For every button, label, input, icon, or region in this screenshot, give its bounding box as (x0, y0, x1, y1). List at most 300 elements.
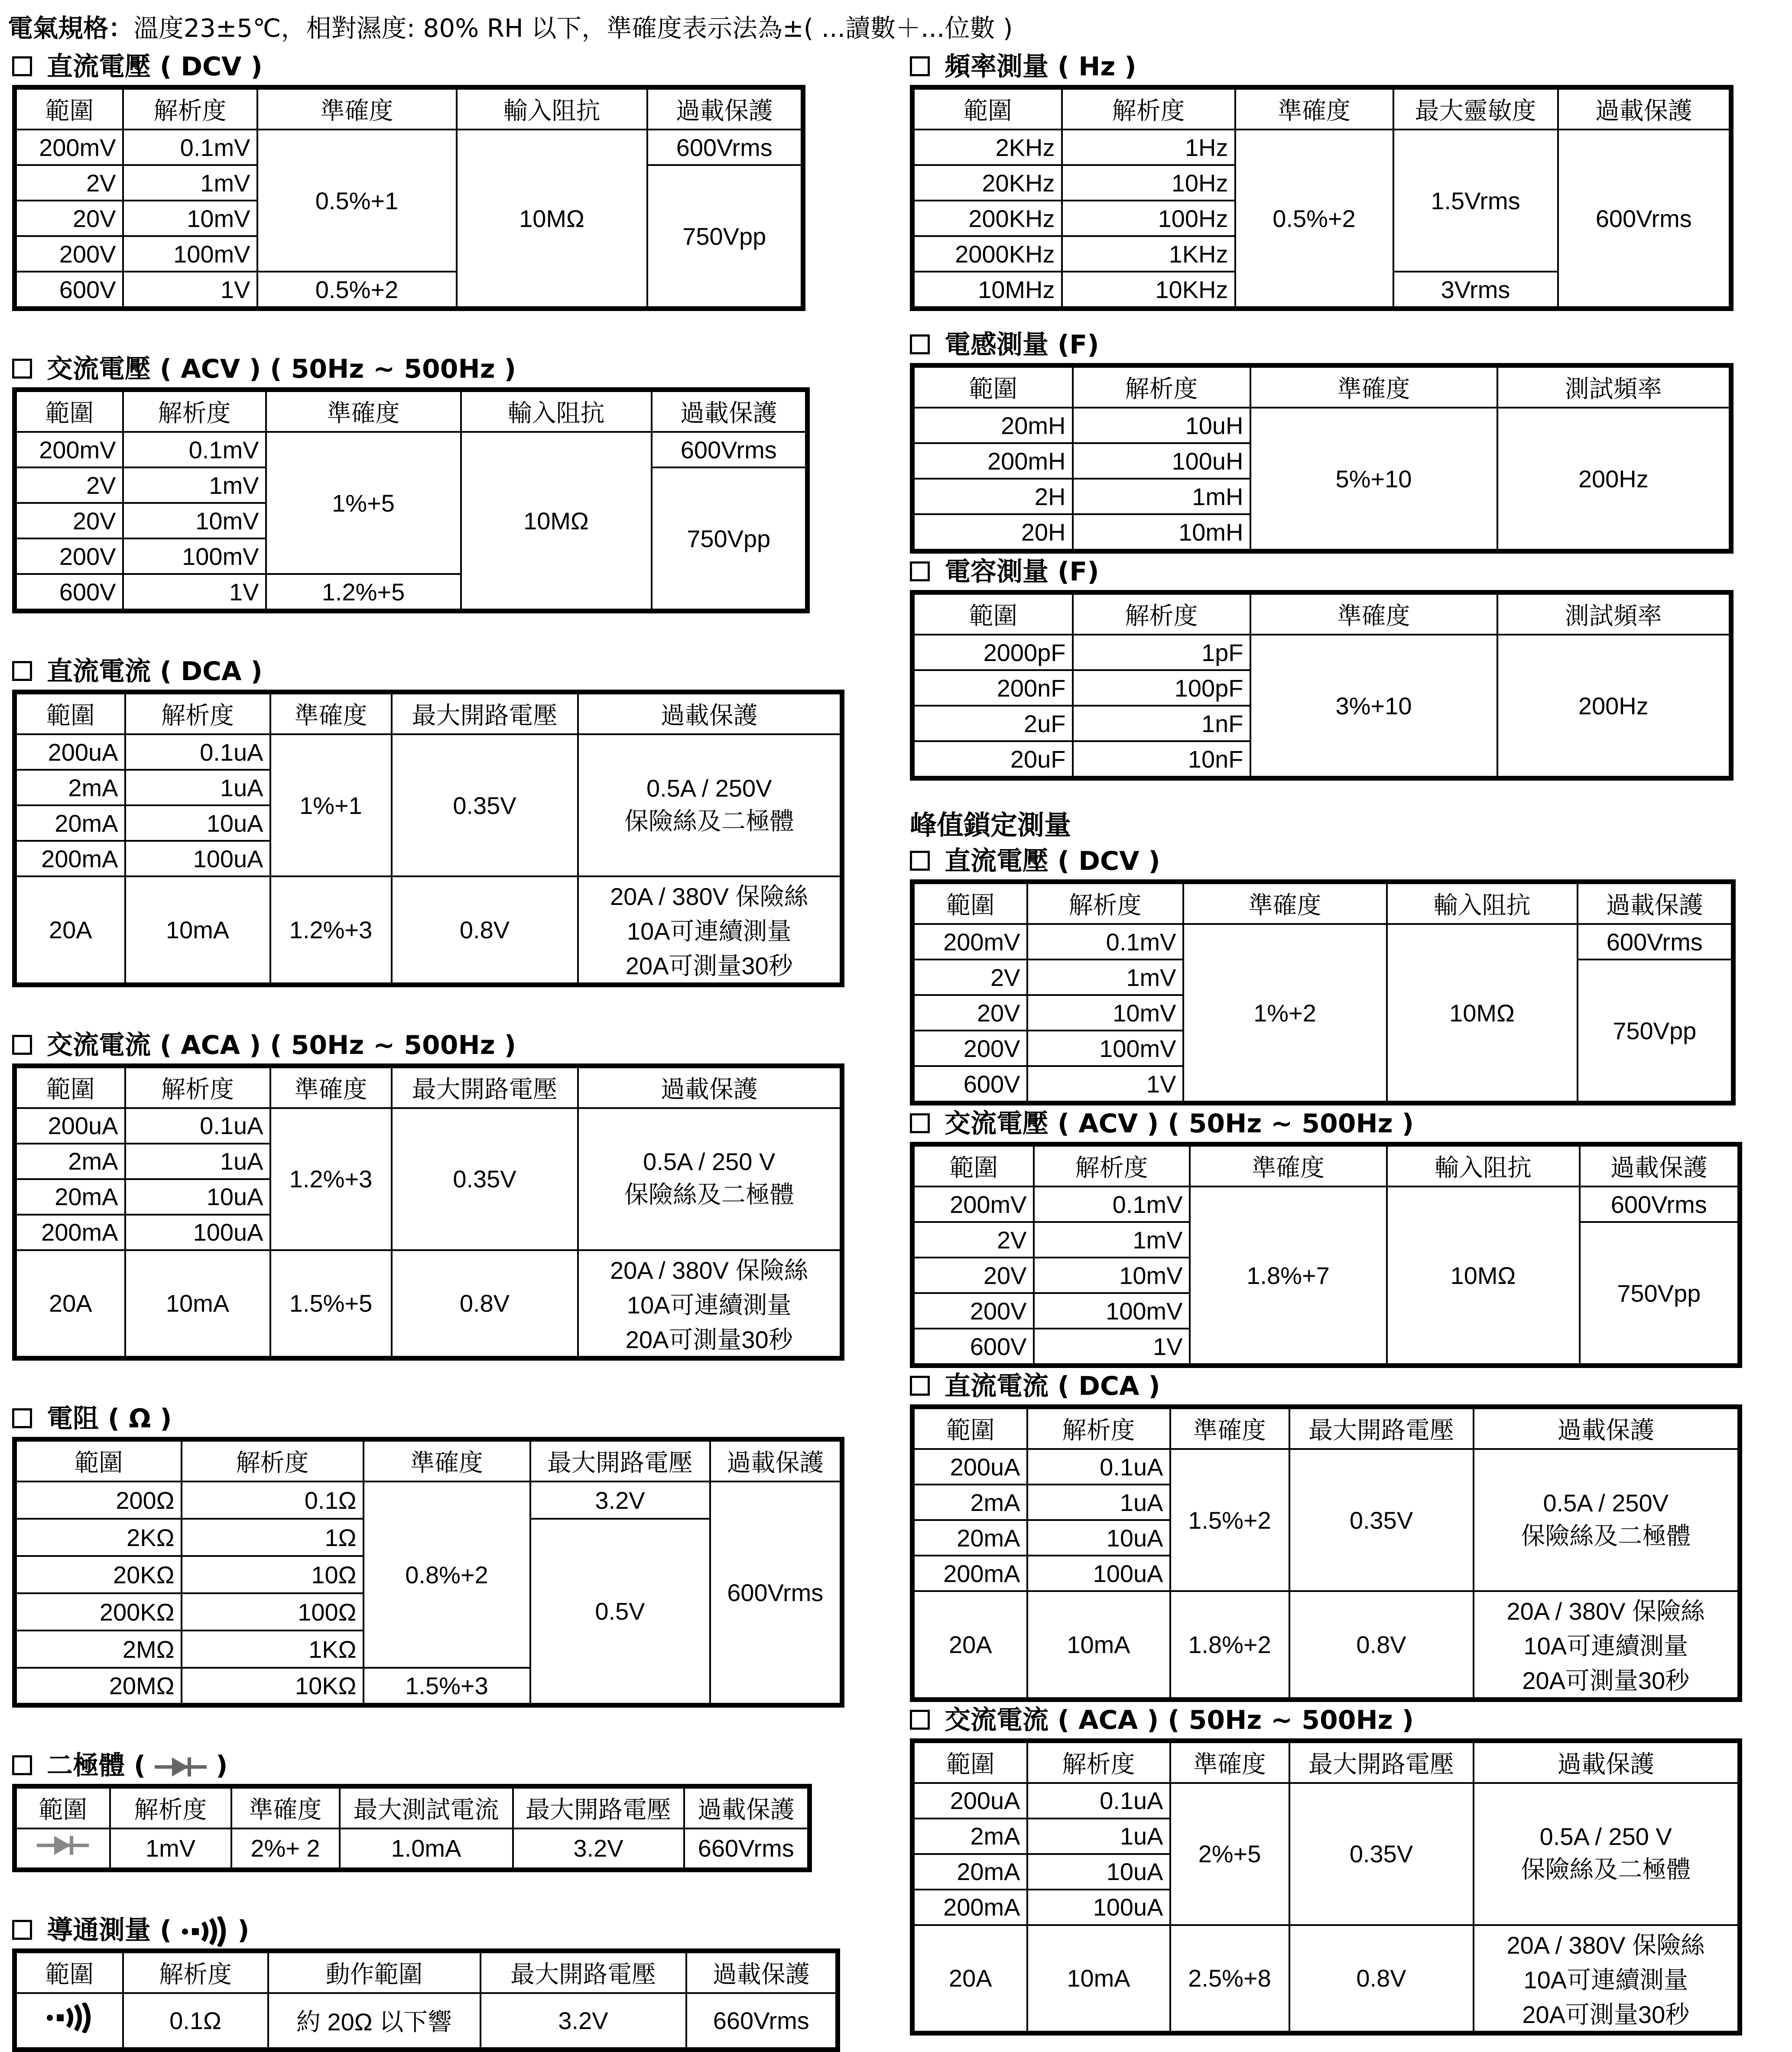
section-title: 電阻 ( Ω ) (47, 1404, 172, 1434)
table-cell: 0.35V (392, 1108, 578, 1250)
table-cell: 100Ω (182, 1593, 364, 1631)
diode-icon (155, 1755, 207, 1779)
table-header: 過載保護 (710, 1439, 842, 1482)
capacitance-table (910, 590, 1734, 781)
table-header: 準確度 (1190, 1144, 1387, 1187)
table-header: 範圍 (912, 366, 1073, 408)
table-cell: 0.8%+2 (364, 1481, 530, 1668)
table-cell: 10mA (1027, 1925, 1170, 2033)
table-header: 過載保護 (1578, 882, 1734, 924)
section-title: 直流電流 ( DCA ) (47, 656, 263, 687)
protection-line: 20A可測量30秒 (625, 1326, 793, 1353)
hz-section (910, 49, 1755, 311)
table-cell (578, 734, 842, 876)
table-cell: 200Hz (1497, 408, 1731, 551)
table-cell: 10uA (1027, 1854, 1170, 1890)
table-header: 範圍 (912, 593, 1073, 635)
table-header: 解析度 (110, 1786, 231, 1828)
table-cell: 10MHz (912, 272, 1062, 309)
table-header: 動作範圍 (268, 1951, 480, 1994)
table-cell: 10uA (125, 805, 270, 841)
table-header: 最大靈敏度 (1393, 88, 1558, 130)
table-cell: 1V (123, 272, 257, 309)
table-cell: 2V (912, 1222, 1034, 1258)
table-header: 最大開路電壓 (480, 1951, 686, 1994)
table-header: 輸入阻抗 (1387, 882, 1578, 924)
table-cell: 100uA (125, 1215, 270, 1250)
table-header: 範圍 (912, 882, 1027, 924)
table-header: 準確度 (1250, 593, 1497, 635)
protection-line: 20A / 380V 保險絲 (610, 1256, 808, 1284)
table-cell: 1.5%+5 (270, 1250, 392, 1358)
table-cell: 0.35V (1289, 1449, 1474, 1591)
table-cell: 20V (15, 201, 123, 236)
table-cell: 2mA (912, 1485, 1027, 1520)
checkbox-icon (910, 334, 930, 354)
table-cell: 1V (1034, 1329, 1190, 1366)
table-cell: 10mA (125, 876, 270, 985)
table-header: 範圍 (15, 1951, 123, 1994)
table-cell: 1.8%+2 (1170, 1591, 1289, 1699)
table-cell: 10uA (1027, 1520, 1170, 1556)
table-cell: 10nF (1073, 741, 1250, 778)
table-cell: 1%+5 (266, 432, 461, 574)
table-cell: 100mV (123, 236, 257, 272)
protection-line: 20A / 380V 保險絲 (610, 883, 808, 911)
table-cell: 1Ω (182, 1519, 364, 1556)
table-cell: 20V (912, 995, 1027, 1031)
table-cell: 100uA (125, 841, 270, 876)
table-cell: 600Vrms (647, 130, 803, 165)
table-cell: 20mA (15, 1179, 125, 1215)
peak-aca-section (910, 1702, 1755, 2036)
table-cell: 1.5%+3 (364, 1668, 530, 1705)
diode-icon (37, 1833, 89, 1857)
table-cell: 20MΩ (15, 1668, 182, 1705)
section-title: 導通測量 ( (47, 1915, 172, 1945)
peak-aca-table (910, 1738, 1742, 2036)
table-cell: 100Hz (1062, 201, 1235, 236)
table-header: 過載保護 (652, 390, 808, 432)
table-cell: 1nF (1073, 706, 1250, 741)
table-cell: 0.5V (530, 1519, 710, 1705)
table-cell: 10mV (1027, 995, 1183, 1031)
table-cell: 1%+1 (270, 734, 392, 876)
table-cell: 200mA (15, 841, 125, 876)
protection-line: 保險絲及二極體 (624, 807, 794, 835)
table-cell: 1.8%+7 (1190, 1186, 1387, 1366)
table-cell: 200nF (912, 670, 1073, 706)
table-cell: 600Vrms (710, 1481, 842, 1705)
table-cell (1474, 1449, 1740, 1591)
table-cell: 1uA (1027, 1819, 1170, 1854)
table-cell: 10mA (125, 1250, 270, 1358)
protection-line: 0.5A / 250 V (643, 1148, 776, 1175)
table-cell: 1.5Vrms (1393, 130, 1558, 272)
table-cell: 1mV (123, 467, 266, 503)
section-title: 交流電流 ( ACA ) ( 50Hz ~ 500Hz ) (47, 1030, 516, 1060)
table-header: 準確度 (1170, 1741, 1289, 1783)
table-cell: 0.1mV (123, 130, 257, 165)
table-cell: 200mV (15, 432, 123, 467)
table-cell: 10uH (1073, 408, 1250, 443)
table-header: 輸入阻抗 (461, 390, 652, 432)
table-cell: 0.1uA (1027, 1449, 1170, 1485)
table-cell (15, 1993, 123, 2049)
table-cell: 1mV (123, 165, 257, 201)
peak-dcv-section (910, 843, 1755, 1105)
table-cell: 750Vpp (652, 467, 808, 611)
table-cell: 10MΩ (461, 432, 652, 611)
table-cell: 200mV (15, 130, 123, 165)
table-header: 準確度 (231, 1786, 340, 1828)
table-cell: 3.2V (480, 1993, 686, 2049)
acv-section (12, 351, 857, 613)
capacitance-section (910, 554, 1755, 781)
section-title: 電容測量 (F) (945, 557, 1099, 587)
table-cell: 100pF (1073, 670, 1250, 706)
table-cell: 10mV (123, 201, 257, 236)
protection-line: 20A可測量30秒 (625, 952, 793, 980)
ohm-table (12, 1437, 844, 1708)
table-cell: 200mA (912, 1890, 1027, 1925)
table-header: 過載保護 (578, 692, 842, 735)
table-header: 範圍 (912, 88, 1062, 130)
table-cell: 10mV (1034, 1258, 1190, 1293)
buzzer-icon (45, 2003, 93, 2033)
table-cell: 660Vrms (684, 1828, 810, 1870)
protection-line: 保險絲及二極體 (1521, 1522, 1691, 1550)
table-cell: 200V (15, 236, 123, 272)
table-header: 範圍 (15, 692, 125, 735)
spec-header (8, 8, 1013, 44)
dcv-table (12, 85, 805, 311)
protection-line: 20A可測量30秒 (1522, 2000, 1690, 2028)
table-cell: 1.5%+2 (1170, 1449, 1289, 1591)
table-cell: 0.5%+2 (257, 272, 457, 309)
table-cell: 3Vrms (1393, 272, 1558, 309)
table-cell: 750Vpp (647, 165, 803, 309)
table-cell: 100mV (1027, 1031, 1183, 1066)
table-cell: 1KΩ (182, 1631, 364, 1668)
section-title: 直流電壓 ( DCV ) (945, 846, 1160, 876)
table-header: 最大開路電壓 (392, 692, 578, 735)
table-cell: 10mV (123, 503, 266, 538)
table-header: 解析度 (123, 390, 266, 432)
checkbox-icon (910, 1710, 930, 1730)
table-cell: 20A (912, 1925, 1027, 2033)
table-cell: 200uA (15, 734, 125, 770)
table-cell: 0.35V (392, 734, 578, 876)
table-cell: 100uH (1073, 443, 1250, 479)
table-cell: 0.1Ω (123, 1993, 268, 2049)
table-cell: 200KΩ (15, 1593, 182, 1631)
table-header: 測試頻率 (1497, 366, 1731, 408)
dcv-section (12, 49, 857, 311)
table-cell: 1pF (1073, 635, 1250, 670)
table-header: 準確度 (1250, 366, 1497, 408)
table-cell: 1.0mA (340, 1828, 513, 1870)
spec-header-label: 電氣規格： (8, 13, 134, 43)
table-header: 最大開路電壓 (1289, 1741, 1474, 1783)
table-header: 準確度 (270, 1066, 392, 1108)
checkbox-icon (910, 851, 930, 871)
section-title: 直流電壓 ( DCV ) (47, 52, 263, 82)
table-cell: 200mH (912, 443, 1073, 479)
table-cell: 20mA (15, 805, 125, 841)
table-header: 準確度 (1170, 1407, 1289, 1449)
table-cell: 200uA (912, 1449, 1027, 1485)
checkbox-icon (12, 1920, 32, 1940)
table-cell: 2.5%+8 (1170, 1925, 1289, 2033)
peak-dca-section (910, 1368, 1755, 1702)
continuity-section (12, 1912, 857, 2052)
section-title: 交流電壓 ( ACV ) ( 50Hz ~ 500Hz ) (945, 1109, 1414, 1139)
table-cell: 100mV (123, 538, 266, 574)
protection-line: 20A / 380V 保險絲 (1506, 1598, 1705, 1625)
table-cell: 3%+10 (1250, 635, 1497, 778)
table-cell: 0.1uA (125, 734, 270, 770)
table-cell: 1mV (1034, 1222, 1190, 1258)
table-cell: 10MΩ (1387, 924, 1578, 1103)
peak-hold-title: 峰值鎖定測量 (910, 809, 1071, 841)
table-cell: 20H (912, 514, 1073, 551)
section-title: 直流電流 ( DCA ) (945, 1371, 1160, 1401)
table-header: 過載保護 (647, 88, 803, 130)
table-cell: 200V (912, 1031, 1027, 1066)
table-cell: 1.2%+3 (270, 1108, 392, 1250)
table-cell: 0.1uA (1027, 1783, 1170, 1819)
table-header: 過載保護 (1474, 1407, 1740, 1449)
table-cell: 10Ω (182, 1556, 364, 1593)
table-cell: 200mA (912, 1556, 1027, 1591)
table-cell: 2V (15, 467, 123, 503)
table-cell: 200KHz (912, 201, 1062, 236)
table-cell: 0.1mV (123, 432, 266, 467)
table-cell: 1uA (1027, 1485, 1170, 1520)
table-cell: 0.8V (1289, 1591, 1474, 1699)
table-cell: 0.5%+2 (1235, 130, 1393, 309)
checkbox-icon (910, 1376, 930, 1396)
table-cell: 0.8V (392, 1250, 578, 1358)
peak-dca-table (910, 1404, 1742, 1702)
spec-header-text: 溫度23±5℃，相對濕度: 80% RH 以下，準確度表示法為±( ...讀數＋...位數 ) (133, 13, 1013, 43)
table-header: 解析度 (1027, 1741, 1170, 1783)
table-header: 過載保護 (1558, 88, 1731, 130)
table-cell: 20V (15, 503, 123, 538)
checkbox-icon (12, 1408, 32, 1428)
table-cell: 2V (912, 960, 1027, 995)
section-title: 交流電流 ( ACA ) ( 50Hz ~ 500Hz ) (945, 1705, 1414, 1735)
protection-line: 0.5A / 250 V (1539, 1823, 1672, 1850)
left-column (12, 49, 857, 2052)
section-title: 交流電壓 ( ACV ) ( 50Hz ~ 500Hz ) (47, 354, 516, 384)
table-cell: 2H (912, 479, 1073, 514)
protection-line: 保險絲及二極體 (1521, 1856, 1691, 1883)
table-header: 輸入阻抗 (1387, 1144, 1580, 1187)
table-cell: 2mA (15, 770, 125, 805)
right-column (910, 49, 1755, 2036)
table-cell (1474, 1591, 1740, 1699)
table-header: 最大開路電壓 (1289, 1407, 1474, 1449)
table-cell: 2KΩ (15, 1519, 182, 1556)
table-header: 解析度 (1027, 882, 1183, 924)
table-header: 過載保護 (1580, 1144, 1740, 1187)
diode-table (12, 1784, 812, 1873)
table-cell: 10MΩ (457, 130, 647, 309)
table-cell: 2mA (912, 1819, 1027, 1854)
table-cell: 0.1mV (1027, 924, 1183, 960)
table-header: 過載保護 (1474, 1741, 1740, 1783)
table-cell: 200uA (912, 1783, 1027, 1819)
table-cell: 10mH (1073, 514, 1250, 551)
table-cell: 3.2V (513, 1828, 684, 1870)
section-title-end: ) (216, 1750, 228, 1781)
section-title: 頻率測量 ( Hz ) (945, 52, 1136, 82)
acv-table (12, 387, 810, 613)
table-header: 解析度 (125, 692, 270, 735)
table-cell: 200mV (912, 924, 1027, 960)
ohm-section (12, 1400, 857, 1708)
section-title-end: ) (237, 1915, 250, 1945)
table-cell: 2%+ 2 (231, 1828, 340, 1870)
table-cell: 20mA (912, 1520, 1027, 1556)
table-header: 範圍 (912, 1741, 1027, 1783)
table-header: 範圍 (15, 1066, 125, 1108)
hz-table (910, 85, 1734, 311)
checkbox-icon (12, 661, 32, 681)
table-header: 解析度 (1073, 593, 1250, 635)
table-cell: 200Hz (1497, 635, 1731, 778)
protection-line: 保險絲及二極體 (624, 1181, 794, 1208)
table-header: 解析度 (1027, 1407, 1170, 1449)
table-cell: 20V (912, 1258, 1034, 1293)
aca-section (12, 1027, 857, 1361)
table-cell: 1%+2 (1183, 924, 1387, 1103)
table-header: 解析度 (125, 1066, 270, 1108)
table-cell: 1.2%+5 (266, 574, 461, 611)
table-header: 解析度 (1034, 1144, 1190, 1187)
table-cell: 2uF (912, 706, 1073, 741)
table-cell: 600Vrms (652, 432, 808, 467)
table-cell: 2KHz (912, 130, 1062, 165)
table-cell: 20mH (912, 408, 1073, 443)
table-header: 範圍 (15, 390, 123, 432)
table-cell: 600V (912, 1329, 1034, 1366)
protection-line: 10A可連續測量 (1523, 1632, 1688, 1660)
dca-section (12, 653, 857, 987)
table-header: 範圍 (15, 1439, 182, 1482)
table-cell: 200mV (912, 1186, 1034, 1222)
table-cell: 100mV (1034, 1293, 1190, 1329)
table-header: 輸入阻抗 (457, 88, 647, 130)
inductance-section (910, 327, 1755, 554)
protection-line: 0.5A / 250V (646, 774, 772, 802)
table-header: 解析度 (1062, 88, 1235, 130)
table-cell: 20A (15, 1250, 125, 1358)
protection-line: 20A可測量30秒 (1522, 1667, 1690, 1695)
table-cell: 10KHz (1062, 272, 1235, 309)
table-header: 過載保護 (578, 1066, 842, 1108)
peak-dcv-table (910, 879, 1736, 1105)
checkbox-icon (12, 1755, 32, 1775)
table-cell: 1V (1027, 1066, 1183, 1103)
table-cell: 600Vrms (1580, 1186, 1740, 1222)
table-cell: 20A (912, 1591, 1027, 1699)
table-header: 準確度 (257, 88, 457, 130)
table-cell: 2MΩ (15, 1631, 182, 1668)
table-cell: 100uA (1027, 1890, 1170, 1925)
table-header: 準確度 (364, 1439, 530, 1482)
table-cell: 20A (15, 876, 125, 985)
table-cell (578, 876, 842, 985)
protection-line: 10A可連續測量 (627, 1291, 792, 1319)
table-cell: 1KHz (1062, 236, 1235, 272)
table-cell (578, 1108, 842, 1250)
aca-table (12, 1063, 844, 1361)
table-header: 解析度 (1073, 366, 1250, 408)
table-header: 解析度 (123, 88, 257, 130)
table-cell: 1mH (1073, 479, 1250, 514)
table-cell: 600V (15, 574, 123, 611)
table-cell: 0.1Ω (182, 1481, 364, 1519)
table-header: 最大測試電流 (340, 1786, 513, 1828)
protection-line: 20A / 380V 保險絲 (1506, 1931, 1705, 1959)
table-header: 範圍 (912, 1407, 1027, 1449)
table-cell: 1Hz (1062, 130, 1235, 165)
table-cell: 0.1uA (125, 1108, 270, 1144)
table-cell: 0.1mV (1034, 1186, 1190, 1222)
table-cell: 10uA (125, 1179, 270, 1215)
table-cell: 600Vrms (1578, 924, 1734, 960)
table-header: 過載保護 (686, 1951, 838, 1994)
checkbox-icon (910, 1113, 930, 1133)
table-header: 準確度 (1183, 882, 1387, 924)
table-cell: 1.2%+3 (270, 876, 392, 985)
table-cell: 20KHz (912, 165, 1062, 201)
checkbox-icon (910, 561, 930, 581)
section-title: 電感測量 (F) (945, 330, 1099, 360)
checkbox-icon (12, 56, 32, 76)
table-header: 範圍 (912, 1144, 1034, 1187)
table-header: 準確度 (1235, 88, 1393, 130)
buzzer-icon (181, 1916, 228, 1947)
table-cell: 1uA (125, 1144, 270, 1179)
table-header: 測試頻率 (1497, 593, 1731, 635)
table-cell: 2000pF (912, 635, 1073, 670)
table-cell: 3.2V (530, 1481, 710, 1519)
table-cell: 2mA (15, 1144, 125, 1179)
checkbox-icon (12, 359, 32, 379)
section-title: 二極體 ( (47, 1750, 146, 1781)
table-cell (578, 1250, 842, 1358)
table-cell: 200uA (15, 1108, 125, 1144)
table-header: 準確度 (270, 692, 392, 735)
table-cell: 1V (123, 574, 266, 611)
table-cell: 200Ω (15, 1481, 182, 1519)
table-cell: 660Vrms (686, 1993, 838, 2049)
table-cell: 100uA (1027, 1556, 1170, 1591)
table-cell: 20uF (912, 741, 1073, 778)
table-cell: 600Vrms (1558, 130, 1731, 309)
table-header: 過載保護 (684, 1786, 810, 1828)
table-cell: 1mV (110, 1828, 231, 1870)
table-cell: 600V (912, 1066, 1027, 1103)
table-cell: 0.8V (1289, 1925, 1474, 2033)
protection-line: 0.5A / 250V (1543, 1489, 1669, 1517)
table-cell: 1uA (125, 770, 270, 805)
table-cell (1474, 1925, 1740, 2033)
